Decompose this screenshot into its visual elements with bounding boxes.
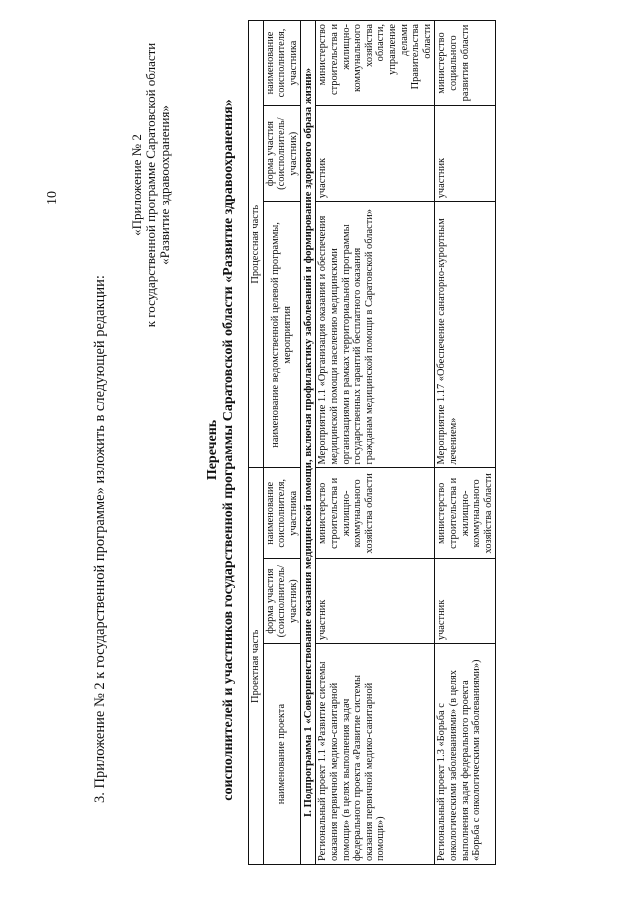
process-form-cell: участник	[435, 106, 496, 202]
table-column-header	[263, 21, 301, 865]
title-line-1: Перечень	[205, 419, 220, 481]
process-participant-cell: министерство строительства и жилищно-коммунального хозяйства области, управление делами Правительства области	[316, 21, 435, 106]
process-name-cell: Мероприятие 1.1 «Организация оказания и обеспечения медицинской помощи населению медицинскими организациями в рамках территориальной программы государственных гарантий бесплатного оказания гражданам медицинской помощи в Саратовской области»	[316, 202, 435, 468]
appendix-line-3: «Развитие здравоохранения»	[157, 105, 172, 265]
project-form-cell: участник	[316, 559, 435, 644]
project-participant-cell: министерство строительства и жилищно-коммунального хозяйства области	[435, 468, 496, 559]
process-name-cell: Мероприятие 1.17 «Обеспечение санаторно-курортным лечением»	[435, 202, 496, 468]
process-participant-cell: министерство социального развития области	[435, 21, 496, 106]
col-process-name: наименование ведомственной целевой программы, мероприятия	[263, 202, 301, 468]
project-name-cell: Региональный проект 1.1 «Развитие системы оказания первичной медико-санитарной помощи» (в целях выполнения задач федерального проекта «Развитие системы оказания первичной медико-санитарной помощи»)	[316, 644, 435, 865]
appendix-header	[130, 25, 172, 345]
intro-text: 3. Приложение № 2 к государственной программе» изложить в следующей редакции:	[92, 275, 108, 803]
subprogram-row	[301, 21, 316, 865]
page-number: 10	[45, 191, 60, 205]
table-row	[316, 21, 435, 865]
col-project-form: форма участия (соисполнитель/ участник)	[263, 559, 301, 644]
appendix-line-2: к государственной программе Саратовской области	[143, 42, 158, 328]
col-project-participant: наименование соисполнителя, участника	[263, 468, 301, 559]
project-name-cell: Региональный проект 1.3 «Борьба с онкологическими заболеваниями» (в целях выполнения задач федерального проекта «Борьба с онкологическими заболеваниями»)	[435, 644, 496, 865]
group-process-header: Процессная часть	[249, 21, 264, 469]
col-project-name: наименование проекта	[263, 644, 301, 865]
table-row	[435, 21, 496, 865]
table-group-header	[249, 21, 264, 865]
col-process-participant: наименование соисполнителя, участника	[263, 21, 301, 106]
title-line-2: соисполнителей и участников государственной программы Саратовской области «Развитие здравоохранения»	[221, 99, 236, 801]
project-participant-cell: министерство строительства и жилищно-коммунального хозяйства области	[316, 468, 435, 559]
project-form-cell: участник	[435, 559, 496, 644]
participants-table	[248, 20, 496, 865]
group-project-header: Проектная часть	[249, 468, 264, 865]
col-process-form: форма участия (соисполнитель/ участник)	[263, 106, 301, 202]
document-title	[205, 35, 237, 865]
process-form-cell: участник	[316, 106, 435, 202]
appendix-line-1: «Приложение № 2	[129, 134, 144, 236]
subprogram-title: I. Подпрограмма 1 «Совершенствование оказания медицинской помощи, включая профилактику заболеваний и формирование здорового образа жизни»	[301, 21, 316, 865]
